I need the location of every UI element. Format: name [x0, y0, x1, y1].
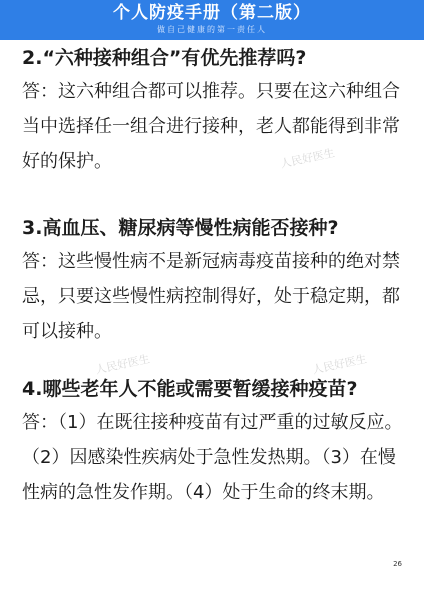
- section-1: [22, 44, 410, 179]
- answer-1: [22, 74, 410, 179]
- page-number: 26: [393, 560, 402, 568]
- question-3: 4.哪些老年人不能或需要暂缓接种疫苗?: [22, 378, 358, 400]
- answer-label-1: 答：: [22, 81, 58, 102]
- handbook-subtitle: 做自己健康的第一责任人: [157, 25, 267, 34]
- answer-text-1: 这六种组合都可以推荐。只要在这六种组合当中选择任一组合进行接种，老人都能得到非常好的保护。: [22, 81, 400, 172]
- watermark: 人民好医生: [311, 352, 368, 377]
- question-1: 2.“六种接种组合”有优先推荐吗?: [22, 47, 307, 69]
- answer-label-3: 答：: [22, 412, 58, 433]
- answer-text-2: 这些慢性病不是新冠病毒疫苗接种的绝对禁忌，只要这些慢性病控制得好，处于稳定期，都可以接种。: [22, 251, 400, 342]
- question-2: 3.高血压、糖尿病等慢性病能否接种?: [22, 217, 339, 239]
- answer-label-2: 答：: [22, 251, 58, 272]
- watermark: 人民好医生: [94, 352, 151, 377]
- section-3: [22, 375, 410, 510]
- section-2: [22, 214, 410, 349]
- handbook-title: 个人防疫手册（第二版）: [113, 3, 311, 23]
- answer-text-3: （1）在既往接种疫苗有过严重的过敏反应。（2）因感染性疾病处于急性发热期。（3）在慢性病的急性发作期。（4）处于生命的终末期。: [22, 412, 403, 503]
- answer-2: [22, 244, 410, 349]
- header-banner: [0, 0, 424, 40]
- watermark: 人民好医生: [279, 146, 336, 171]
- answer-3: [22, 405, 410, 510]
